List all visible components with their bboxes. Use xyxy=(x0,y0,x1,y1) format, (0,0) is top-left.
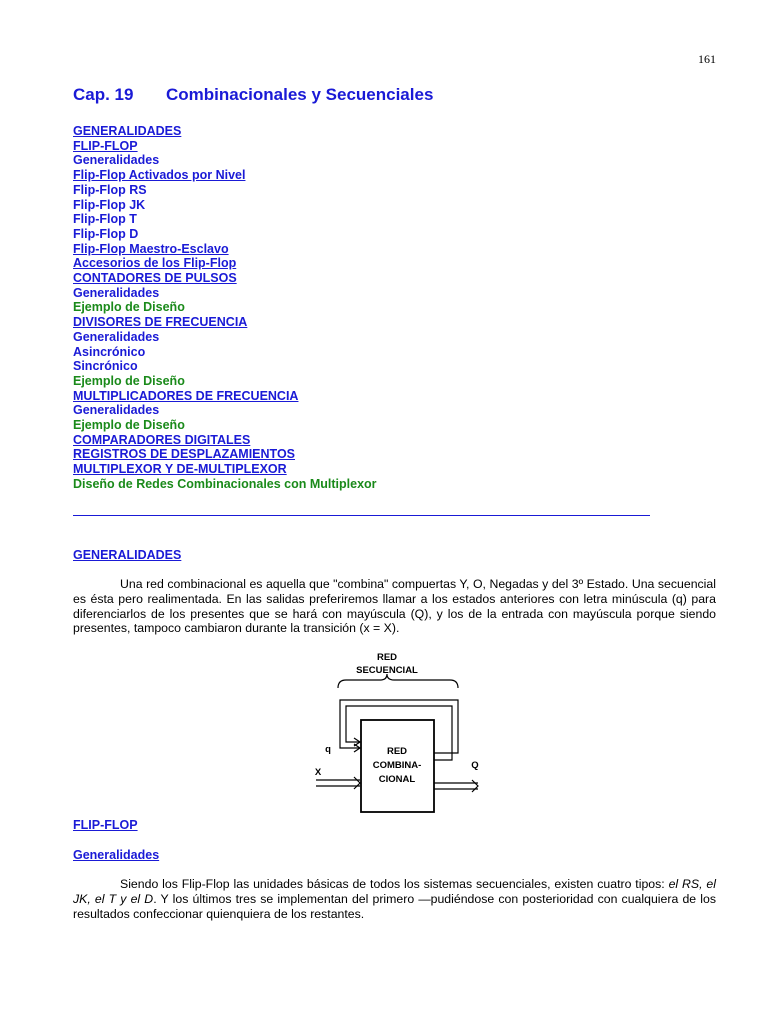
toc-item[interactable] xyxy=(73,124,377,139)
toc-item: Asincrónico xyxy=(73,344,146,359)
toc-item[interactable] xyxy=(73,462,377,477)
sequential-network-diagram xyxy=(300,648,490,818)
toc-item[interactable] xyxy=(73,447,377,462)
heading-flip-flop-generalidades[interactable]: Generalidades xyxy=(73,848,160,862)
chapter-title xyxy=(73,85,433,105)
input-label-q: q xyxy=(325,744,331,755)
box-label-combina: COMBINA- xyxy=(372,760,422,771)
heading-flip-flop[interactable]: FLIP-FLOP xyxy=(73,818,138,832)
toc-item: Generalidades xyxy=(73,285,160,300)
toc-item: Generalidades xyxy=(73,329,160,344)
toc-item[interactable] xyxy=(73,315,377,330)
toc-link[interactable]: REGISTROS DE DESPLAZAMIENTOS xyxy=(73,447,296,462)
toc-item: Sincrónico xyxy=(73,359,138,374)
brace-icon xyxy=(338,674,458,688)
toc-item[interactable] xyxy=(73,139,377,154)
toc-link[interactable]: GENERALIDADES xyxy=(73,124,182,138)
toc-link[interactable]: Accesorios de los Flip-Flop xyxy=(73,256,237,271)
toc-item: Generalidades xyxy=(73,403,160,418)
paragraph-generalidades: Una red combinacional es aquella que "combina" compuertas Y, O, Negadas y del 3º Estado. Una secuencial es ésta pero realimentada. En las salidas preferiremos llamar a los estados anteriores con letra minúscula (q) para diferenciarlos de los presentes que se hará con mayúscula (Q), y los de la entrada con mayúscula porque siendo presentes, tampoco cambiaron durante la transición (x = X). xyxy=(73,577,716,636)
toc-item: Ejemplo de Diseño xyxy=(73,373,185,388)
toc-link[interactable]: COMPARADORES DIGITALES xyxy=(73,432,251,447)
toc-link[interactable]: Flip-Flop Maestro-Esclavo xyxy=(73,241,229,256)
toc-link[interactable]: DIVISORES DE FRECUENCIA xyxy=(73,315,248,330)
diagram-label-secuencial: SECUENCIAL xyxy=(356,665,418,676)
page-number: 161 xyxy=(698,52,716,66)
box-label-cional: CIONAL xyxy=(378,774,416,785)
toc-item[interactable] xyxy=(73,256,377,271)
toc-item: Flip-Flop JK xyxy=(73,197,146,212)
toc-item: Flip-Flop RS xyxy=(73,182,147,197)
toc-item[interactable] xyxy=(73,389,377,404)
toc-item: Flip-Flop D xyxy=(73,226,139,241)
toc-item[interactable] xyxy=(73,433,377,448)
paragraph-flip-flop-types: el RS, el JK, el T y el D xyxy=(73,877,717,906)
toc-item[interactable] xyxy=(73,271,377,286)
paragraph-flip-flop-part1: Siendo los Flip-Flop las unidades básicas de todos los sistemas secuenciales, existen cuatro tipos: xyxy=(120,877,669,891)
box-label-red: RED xyxy=(386,746,408,757)
section-divider xyxy=(73,515,650,516)
toc-link[interactable]: MULTIPLEXOR Y DE-MULTIPLEXOR xyxy=(73,462,287,477)
toc-link[interactable]: Flip-Flop Activados por Nivel xyxy=(73,168,246,183)
chapter-number: Cap. 19 xyxy=(73,85,134,104)
toc-item[interactable] xyxy=(73,242,377,257)
table-of-contents xyxy=(73,124,377,492)
toc-link[interactable]: FLIP-FLOP xyxy=(73,138,138,153)
input-label-x: X xyxy=(314,767,322,778)
toc-item: Ejemplo de Diseño xyxy=(73,300,185,315)
output-label-q: Q xyxy=(471,760,479,771)
diagram-label-red: RED xyxy=(376,652,398,663)
toc-item: Diseño de Redes Combinacionales con Multiplexor xyxy=(73,476,377,491)
toc-item: Generalidades xyxy=(73,153,160,168)
toc-item: Ejemplo de Diseño xyxy=(73,418,185,433)
toc-item[interactable] xyxy=(73,168,377,183)
toc-link[interactable]: MULTIPLICADORES DE FRECUENCIA xyxy=(73,388,299,403)
chapter-name: Combinacionales y Secuenciales xyxy=(166,85,434,104)
paragraph-flip-flop xyxy=(73,877,716,921)
heading-generalidades[interactable]: GENERALIDADES xyxy=(73,548,182,562)
toc-link[interactable]: CONTADORES DE PULSOS xyxy=(73,271,237,286)
paragraph-flip-flop-part2: . Y los últimos tres se implementan del primero —pudiéndose con posterioridad con cualquiera de los resultados confeccionar quienquiera de los restantes. xyxy=(73,891,716,921)
toc-item: Flip-Flop T xyxy=(73,212,137,227)
